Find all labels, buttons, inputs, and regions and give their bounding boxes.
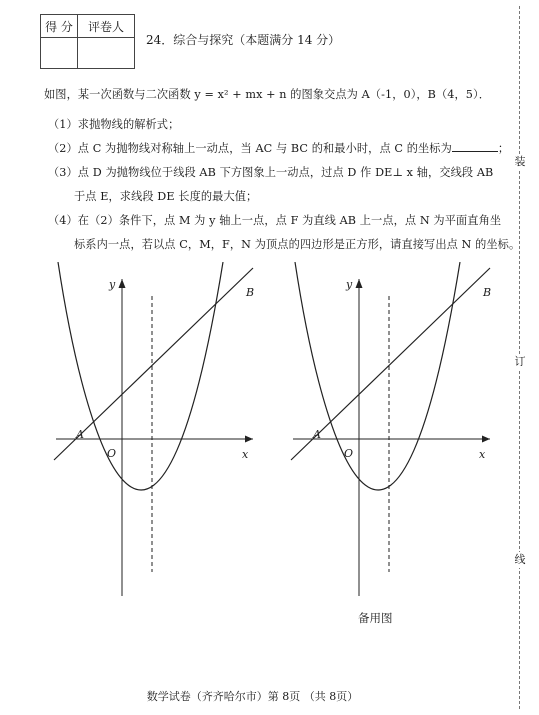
- problem-part4-line1: （4）在（2）条件下，点 M 为 y 轴上一点，点 F 为直线 AB 上一点，点 N 为平面直角坐: [48, 214, 502, 227]
- problem-part3-line2: 于点 E，求线段 DE 长度的最大值；: [74, 190, 258, 203]
- problem-part3-line1: （3）点 D 为抛物线位于线段 AB 下方图象上一动点，过点 D 作 DE⊥ x 轴，交线段 AB: [48, 166, 494, 179]
- y-axis-arrow: [119, 279, 126, 288]
- problem-intro: 如图，某一次函数与二次函数 y = x² + mx + n 的图象交点为 A（-1，0），B（4，5）．: [44, 88, 490, 101]
- grader-cell: [78, 38, 135, 69]
- answer-blank: [452, 141, 498, 152]
- x-axis-arrow: [245, 436, 253, 443]
- problem-part2-end: ；: [497, 142, 510, 155]
- label-y: y: [109, 278, 116, 291]
- grader-label: 评卷人: [78, 15, 135, 38]
- label-b: B: [483, 286, 492, 299]
- figure-main: [48, 262, 268, 602]
- score-label: 得 分: [41, 15, 78, 38]
- label-a: A: [76, 428, 84, 441]
- label-o: O: [344, 447, 354, 460]
- y-axis-arrow: [356, 279, 363, 288]
- spare-figure-caption: 备用图: [358, 611, 393, 625]
- x-axis-arrow: [482, 436, 490, 443]
- binding-char-zhuang: 装: [510, 154, 530, 170]
- figure-spare: [285, 262, 505, 602]
- problem-part2: [48, 140, 509, 156]
- label-b: B: [246, 286, 255, 299]
- label-x: x: [479, 448, 486, 461]
- question-header: 24．综合与探究（本题满分 14 分）: [146, 33, 341, 47]
- label-y: y: [346, 278, 353, 291]
- problem-part1: （1）求抛物线的解析式；: [48, 118, 180, 131]
- label-a: A: [313, 428, 321, 441]
- label-x: x: [242, 448, 249, 461]
- binding-char-ding: 订: [510, 354, 530, 370]
- problem-part4-line2: 标系内一点，若以点 C，M，F，N 为顶点的四边形是正方形，请直接写出点 N 的坐标。: [74, 238, 521, 251]
- binding-char-xian: 线: [510, 552, 530, 568]
- binding-margin: [508, 0, 532, 715]
- label-o: O: [107, 447, 117, 460]
- problem-part2-text: （2）点 C 为抛物线对称轴上一动点，当 AC 与 BC 的和最小时，点 C 的坐标为: [48, 142, 452, 155]
- score-cell: [41, 38, 78, 69]
- page-footer: 数学试卷（齐齐哈尔市）第 8页 （共 8页）: [146, 690, 359, 703]
- score-table: [40, 14, 135, 69]
